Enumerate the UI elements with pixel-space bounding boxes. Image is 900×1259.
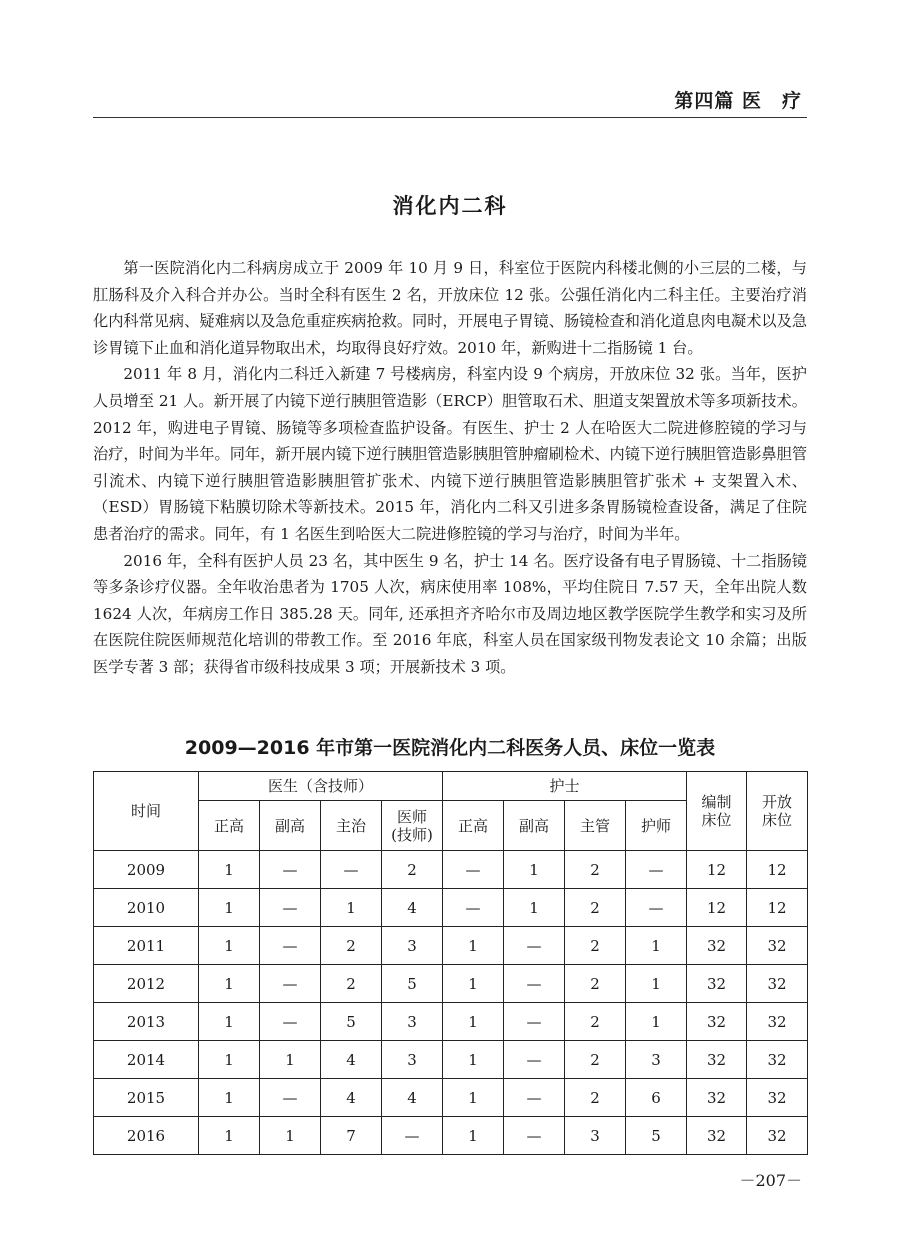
table-cell: 1 xyxy=(199,927,260,965)
table-cell: 32 xyxy=(687,965,747,1003)
header-planned-beds-line2: 床位 xyxy=(701,811,732,829)
table-cell: 2 xyxy=(565,1003,626,1041)
cell-year: 2012 xyxy=(94,965,199,1003)
table-cell: 1 xyxy=(443,965,504,1003)
table-cell: 32 xyxy=(687,1079,747,1117)
table-cell: — xyxy=(382,1117,443,1155)
cell-year: 2016 xyxy=(94,1117,199,1155)
header-nurses-group: 护士 xyxy=(443,772,687,801)
table-cell: — xyxy=(504,927,565,965)
header-open-beds-line2: 床位 xyxy=(762,811,793,829)
table-cell: — xyxy=(260,1003,321,1041)
header-planned-beds-line1: 编制 xyxy=(701,793,732,811)
table-row xyxy=(94,889,808,927)
table-cell: 7 xyxy=(321,1117,382,1155)
table-cell: 3 xyxy=(382,1003,443,1041)
table-cell: 1 xyxy=(199,851,260,889)
running-header-title: 第四篇 医 疗 xyxy=(674,90,802,112)
header-nurse-supervisor: 主管 xyxy=(565,801,626,851)
table-cell: 1 xyxy=(443,1117,504,1155)
table-title: 2009—2016 年市第一医院消化内二科医务人员、床位一览表 xyxy=(184,737,716,759)
staff-beds-table xyxy=(93,771,808,1155)
table-row xyxy=(94,1003,808,1041)
cell-year: 2011 xyxy=(94,927,199,965)
table-row xyxy=(94,927,808,965)
table-cell: 2 xyxy=(565,927,626,965)
table-cell: — xyxy=(443,851,504,889)
table-cell: — xyxy=(321,851,382,889)
header-doctor-associate: 副高 xyxy=(260,801,321,851)
table-cell: — xyxy=(504,1079,565,1117)
table-cell: 5 xyxy=(626,1117,687,1155)
table-cell: 32 xyxy=(687,1003,747,1041)
table-cell: 5 xyxy=(382,965,443,1003)
table-cell: 1 xyxy=(504,889,565,927)
table-cell: 3 xyxy=(626,1041,687,1079)
body-text xyxy=(93,255,807,681)
table-cell: 1 xyxy=(260,1117,321,1155)
cell-year: 2010 xyxy=(94,889,199,927)
table-cell: 1 xyxy=(504,851,565,889)
table-cell: 2 xyxy=(382,851,443,889)
table-cell: 1 xyxy=(443,927,504,965)
header-planned-beds xyxy=(687,772,747,851)
table-cell: 32 xyxy=(687,1041,747,1079)
header-nurse-associate: 副高 xyxy=(504,801,565,851)
header-rule xyxy=(93,117,807,118)
table-cell: 12 xyxy=(687,851,747,889)
table-cell: 32 xyxy=(747,1079,808,1117)
header-time: 时间 xyxy=(94,772,199,851)
table-cell: — xyxy=(443,889,504,927)
table-cell: 1 xyxy=(260,1041,321,1079)
header-doctor-physician xyxy=(382,801,443,851)
table-cell: 1 xyxy=(443,1003,504,1041)
table-cell: 4 xyxy=(382,889,443,927)
table-cell: 12 xyxy=(747,851,808,889)
cell-year: 2015 xyxy=(94,1079,199,1117)
table-cell: 1 xyxy=(321,889,382,927)
table-cell: 1 xyxy=(199,1117,260,1155)
table-cell: 1 xyxy=(626,1003,687,1041)
table-cell: 2 xyxy=(565,965,626,1003)
table-row xyxy=(94,1117,808,1155)
header-open-beds-line1: 开放 xyxy=(762,793,793,811)
header-doctor-senior: 正高 xyxy=(199,801,260,851)
table-cell: 1 xyxy=(199,1041,260,1079)
table-cell: 4 xyxy=(382,1079,443,1117)
table-cell: 4 xyxy=(321,1079,382,1117)
table-cell: — xyxy=(260,927,321,965)
cell-year: 2013 xyxy=(94,1003,199,1041)
table-cell: 32 xyxy=(747,1117,808,1155)
table-cell: 3 xyxy=(565,1117,626,1155)
section-title: 消化内二科 xyxy=(392,194,508,218)
table-row xyxy=(94,965,808,1003)
header-nurse-practitioner: 护师 xyxy=(626,801,687,851)
table-cell: 1 xyxy=(443,1079,504,1117)
table-cell: 2 xyxy=(321,965,382,1003)
table-cell: 1 xyxy=(199,889,260,927)
table-cell: 2 xyxy=(565,889,626,927)
table-cell: 32 xyxy=(747,1003,808,1041)
header-physician-line2: (技师) xyxy=(391,825,433,844)
table-cell: — xyxy=(260,965,321,1003)
header-doctors-group: 医生（含技师） xyxy=(199,772,443,801)
table-cell: 2 xyxy=(321,927,382,965)
table-cell: — xyxy=(260,851,321,889)
paragraph: 第一医院消化内二科病房成立于 2009 年 10 月 9 日，科室位于医院内科楼北侧的小三层的二楼，与肛肠科及介入科合并办公。当时全科有医生 2 名，开放床位 12 张。公强任消化内二科主任。主要治疗消化内科常见病、疑难病以及急危重症疾病抢救。同时，开展电子胃镜、肠镜检查和消化道息肉电凝术以及急诊胃镜下止血和消化道异物取出术，均取得良好疗效。2010 年，新购进十二指肠镜 1 台。 xyxy=(93,259,807,357)
table-cell: 32 xyxy=(747,927,808,965)
header-nurse-senior: 正高 xyxy=(443,801,504,851)
header-open-beds xyxy=(747,772,808,851)
table-cell: — xyxy=(260,1079,321,1117)
table-cell: 5 xyxy=(321,1003,382,1041)
table-cell: 1 xyxy=(626,927,687,965)
table-cell: 32 xyxy=(687,927,747,965)
table-row xyxy=(94,851,808,889)
table-cell: 1 xyxy=(199,965,260,1003)
table-cell: 3 xyxy=(382,927,443,965)
table-cell: 3 xyxy=(382,1041,443,1079)
table-cell: — xyxy=(504,965,565,1003)
table-cell: 32 xyxy=(747,965,808,1003)
table-row xyxy=(94,1041,808,1079)
table-cell: — xyxy=(260,889,321,927)
cell-year: 2009 xyxy=(94,851,199,889)
table-cell: 2 xyxy=(565,1079,626,1117)
table-cell: — xyxy=(504,1003,565,1041)
table-cell: 32 xyxy=(747,1041,808,1079)
table-row xyxy=(94,1079,808,1117)
table-cell: 6 xyxy=(626,1079,687,1117)
paragraph: 2011 年 8 月，消化内二科迁入新建 7 号楼病房，科室内设 9 个病房，开放床位 32 张。当年，医护人员增至 21 人。新开展了内镜下逆行胰胆管造影（ERCP）胆管取石术、胆道支架置放术等多项新技术。2012 年，购进电子胃镜、肠镜等多项检查监护设备。有医生、护士 2 人在哈医大二院进修腔镜的学习与治疗，时间为半年。同年，新开展内镜下逆行胰胆管造影胰胆管肿瘤刷检术、内镜下逆行胰胆管造影鼻胆管引流术、内镜下逆行胰胆管造影胰胆管扩张术、内镜下逆行胰胆管造影胰胆管扩张术 + 支架置入术、（ESD）胃肠镜下粘膜切除术等新技术。2015 年，消化内二科又引进多条胃肠镜检查设备，满足了住院患者治疗的需求。同年，有 1 名医生到哈医大二院进修腔镜的学习与治疗，时间为半年。 xyxy=(93,365,807,543)
table-cell: — xyxy=(626,851,687,889)
table-cell: 32 xyxy=(687,1117,747,1155)
table-cell: 2 xyxy=(565,1041,626,1079)
table-cell: 2 xyxy=(565,851,626,889)
cell-year: 2014 xyxy=(94,1041,199,1079)
paragraph: 2016 年，全科有医护人员 23 名，其中医生 9 名，护士 14 名。医疗设备有电子胃肠镜、十二指肠镜等多条诊疗仪器。全年收治患者为 1705 人次，病床使用率 108%，平均住院日 7.57 天，全年出院人数 1624 人次，年病房工作日 385.28 天。同年, 还承担齐齐哈尔市及周边地区教学医院学生教学和实习及所在医院住院医师规范化培训的带教工作。至 2016 年底，科室人员在国家级刊物发表论文 10 余篇；出版医学专著 3 部；获得省市级科技成果 3 项；开展新技术 3 项。 xyxy=(93,551,807,676)
header-physician-line1: 医师 xyxy=(397,807,428,826)
table-cell: 1 xyxy=(443,1041,504,1079)
page-number: －207－ xyxy=(739,1171,802,1190)
table-cell: 1 xyxy=(199,1003,260,1041)
table-cell: 12 xyxy=(687,889,747,927)
table-cell: 4 xyxy=(321,1041,382,1079)
table-cell: — xyxy=(626,889,687,927)
table-cell: 1 xyxy=(626,965,687,1003)
table-cell: — xyxy=(504,1041,565,1079)
table-cell: — xyxy=(504,1117,565,1155)
table-cell: 1 xyxy=(199,1079,260,1117)
table-cell: 12 xyxy=(747,889,808,927)
header-doctor-attending: 主治 xyxy=(321,801,382,851)
